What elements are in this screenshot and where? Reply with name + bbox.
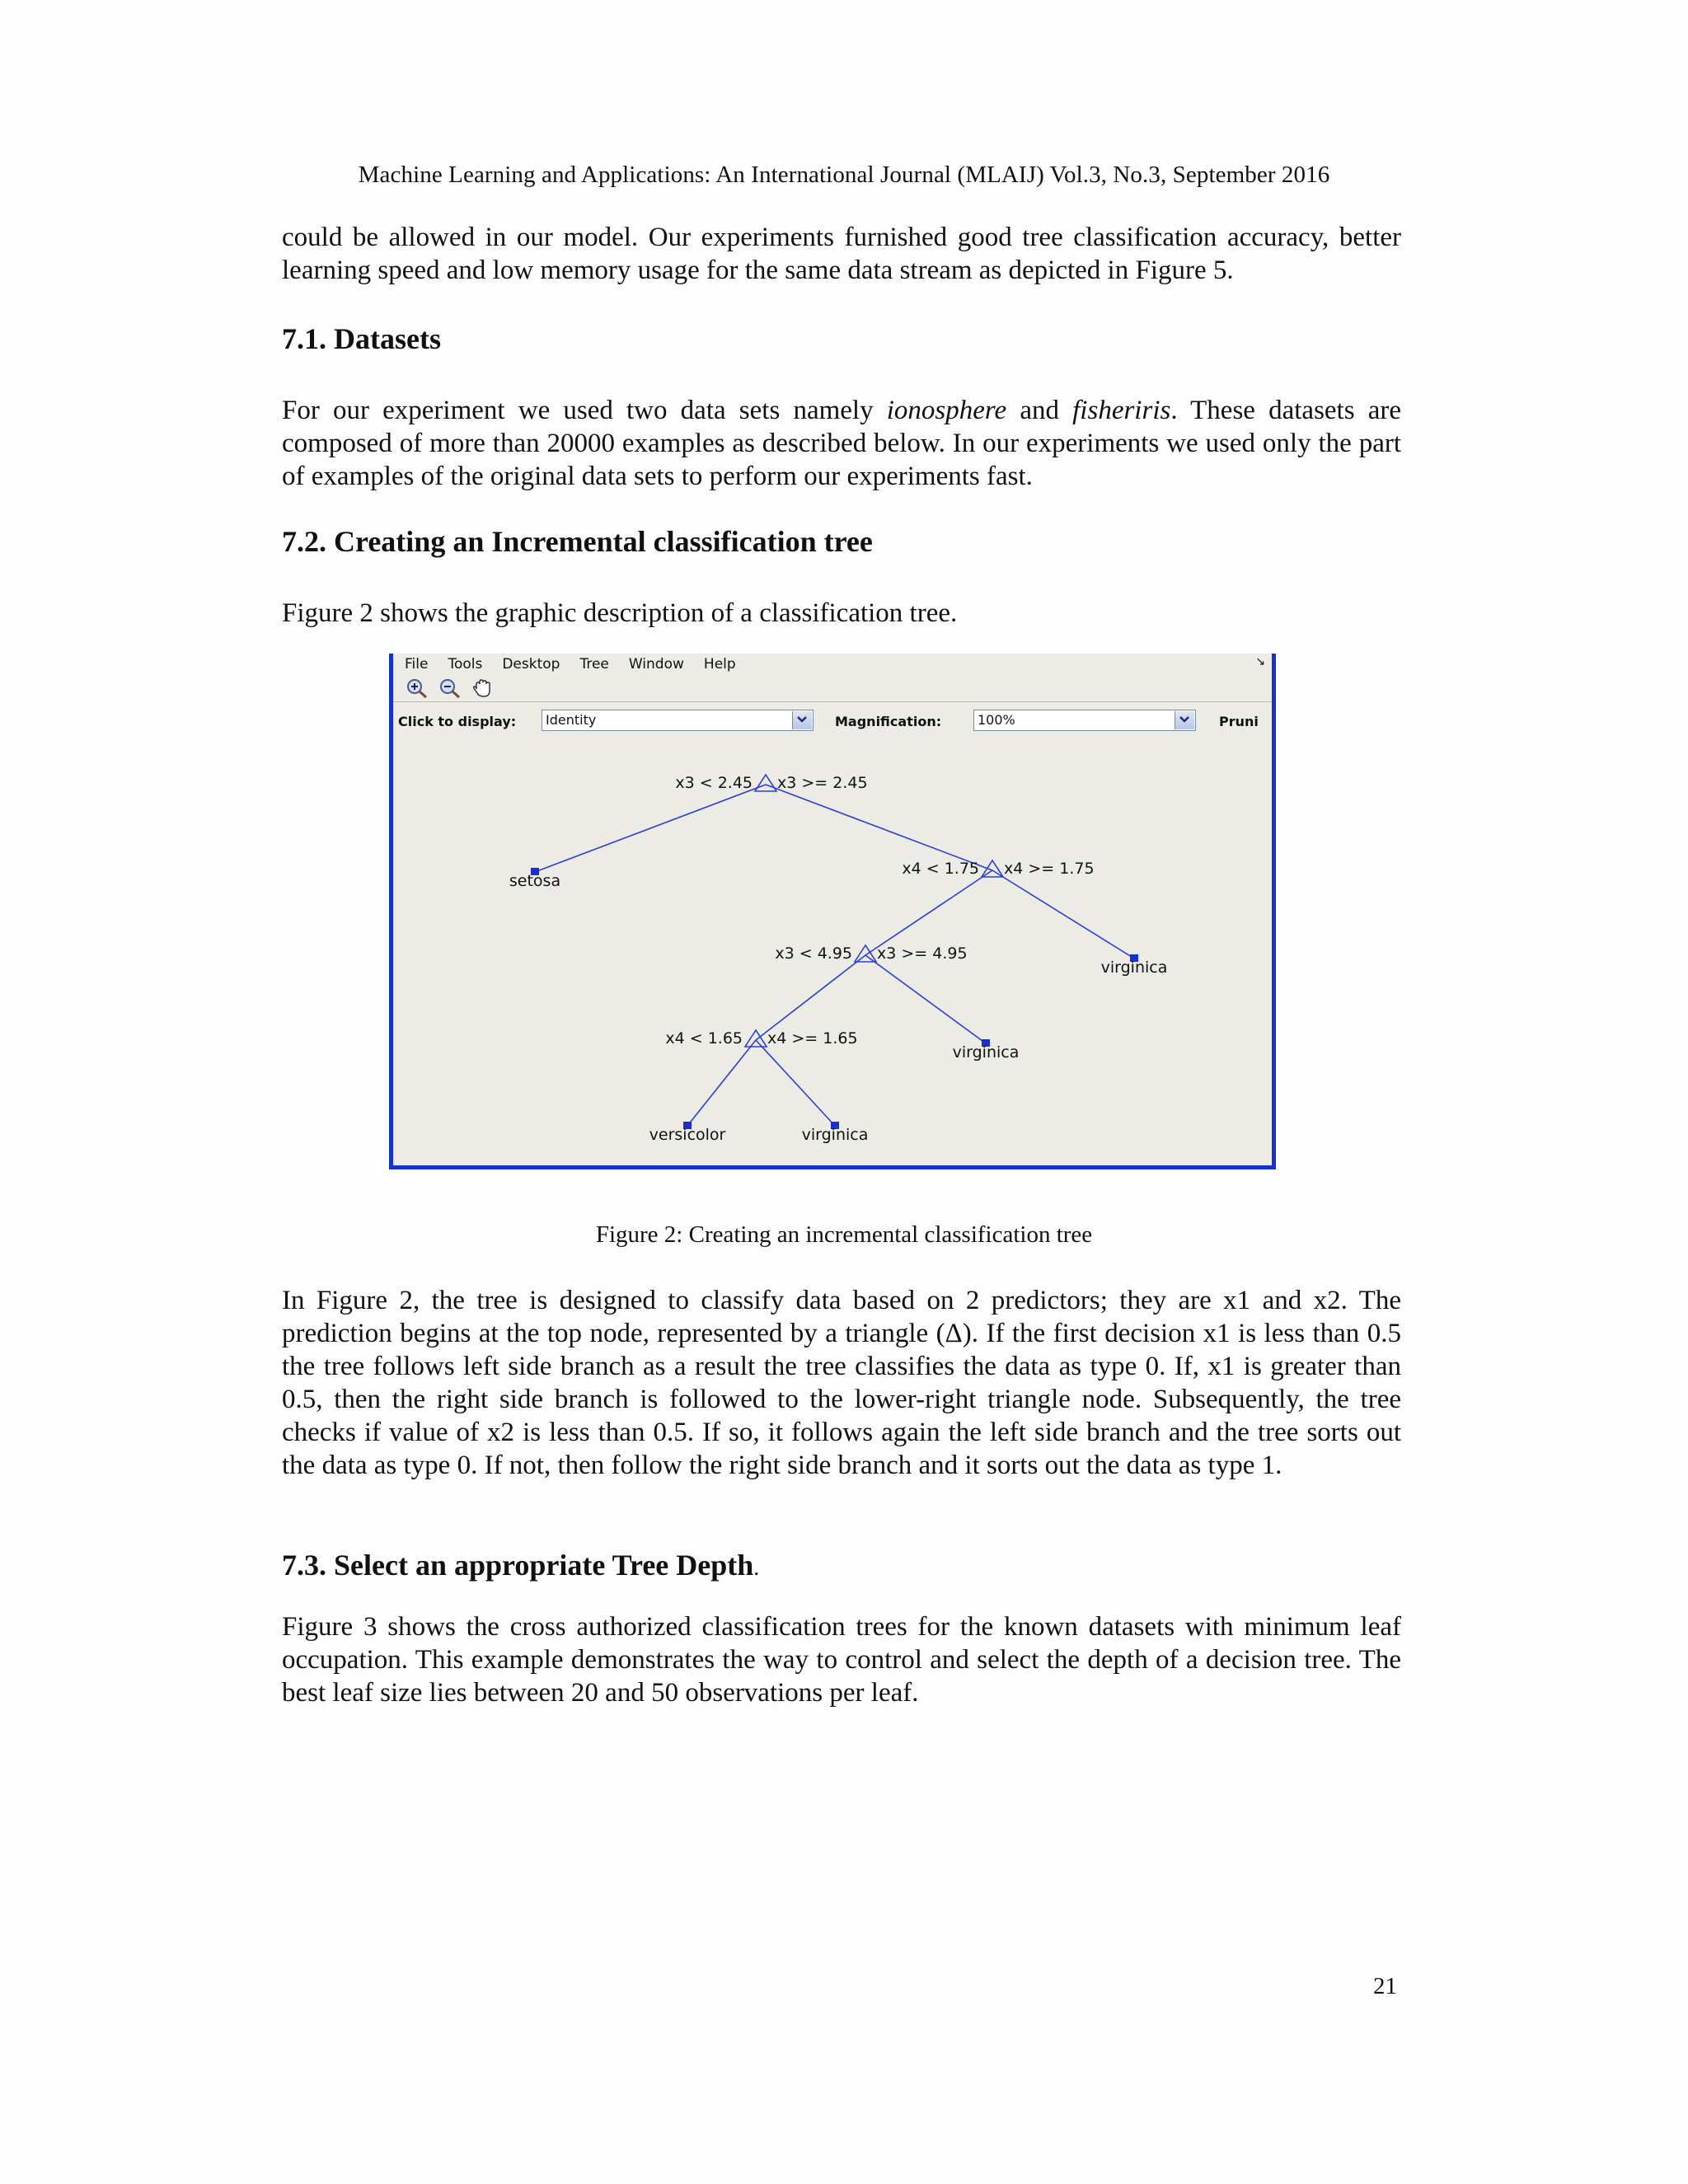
menubar bbox=[393, 654, 1272, 675]
tree-edge bbox=[535, 785, 766, 872]
menu-desktop[interactable]: Desktop bbox=[502, 656, 560, 673]
split-left-label: x3 < 4.95 bbox=[775, 944, 852, 963]
tree-depth-paragraph: Figure 3 shows the cross authorized classification trees for the known datasets with minimum leaf occupation. This example demonstrates the way to control and select the depth of a decision tree. The best leaf size lies between 20 and 50 observations per leaf. bbox=[282, 1612, 1401, 1708]
leaf-class-label: setosa bbox=[509, 872, 561, 890]
display-select[interactable] bbox=[542, 710, 814, 731]
split-left-label: x4 < 1.65 bbox=[665, 1029, 743, 1047]
classification-tree-diagram bbox=[393, 740, 1272, 1165]
tree-edge bbox=[766, 785, 992, 870]
figure-intro-paragraph: Figure 2 shows the graphic description of a classification tree. bbox=[282, 598, 958, 628]
split-right-label: x4 >= 1.75 bbox=[1004, 860, 1095, 878]
pruning-label: Pruni bbox=[1219, 714, 1259, 729]
magnification-label: Magnification: bbox=[835, 714, 942, 729]
tree-edge bbox=[865, 955, 986, 1043]
tree-edge bbox=[756, 1040, 835, 1126]
split-right-label: x3 >= 4.95 bbox=[877, 944, 968, 963]
running-head: Machine Learning and Applications: An International Journal (MLAIJ) Vol.3, No.3, September 2016 bbox=[358, 162, 1330, 188]
toolbar bbox=[393, 675, 1272, 701]
zoom-in-icon[interactable] bbox=[405, 677, 429, 699]
dataset-fisheriris: fisheriris bbox=[1072, 396, 1171, 425]
split-left-label: x3 < 2.45 bbox=[675, 774, 753, 792]
tree-edge bbox=[687, 1040, 756, 1126]
menu-tree[interactable]: Tree bbox=[579, 656, 609, 673]
section-7-3-heading bbox=[282, 1548, 759, 1582]
chevron-down-icon[interactable] bbox=[792, 711, 812, 729]
menu-help[interactable]: Help bbox=[703, 656, 736, 673]
figure-caption: Figure 2: Creating an incremental classification tree bbox=[595, 1221, 1093, 1248]
menu-file[interactable]: File bbox=[405, 656, 429, 673]
tree-edge bbox=[865, 870, 992, 955]
controlbar bbox=[393, 701, 1272, 741]
split-left-label: x4 < 1.75 bbox=[902, 860, 979, 878]
leaf-class-label: versicolor bbox=[649, 1126, 726, 1144]
magnification-select-value: 100% bbox=[978, 712, 1015, 728]
chevron-down-icon[interactable] bbox=[1175, 711, 1194, 729]
menu-tools[interactable]: Tools bbox=[448, 656, 483, 673]
split-node-triangle-icon[interactable] bbox=[755, 775, 776, 791]
intro-paragraph: could be allowed in our model. Our experiments furnished good tree classification accuracy, better learning speed and low memory usage for the same data stream as depicted in Figure 5. bbox=[282, 223, 1401, 285]
section-7-1-heading: 7.1. Datasets bbox=[282, 322, 441, 355]
dataset-ionosphere: ionosphere bbox=[886, 396, 1007, 425]
zoom-out-icon[interactable] bbox=[438, 677, 462, 699]
split-right-label: x4 >= 1.65 bbox=[767, 1029, 858, 1047]
tree-edge bbox=[756, 955, 865, 1040]
section-7-3-heading-trail: . bbox=[753, 1555, 760, 1581]
split-right-label: x3 >= 2.45 bbox=[777, 774, 868, 792]
leaf-class-label: virginica bbox=[952, 1043, 1020, 1062]
leaf-class-label: virginica bbox=[801, 1126, 869, 1144]
pan-hand-icon[interactable] bbox=[471, 677, 495, 699]
dock-arrow-icon[interactable]: ↘ bbox=[1255, 655, 1265, 668]
leaf-class-label: virginica bbox=[1100, 958, 1168, 977]
section-7-2-heading: 7.2. Creating an Incremental classification tree bbox=[282, 525, 873, 558]
section-7-3-heading-text: 7.3. Select an appropriate Tree Depth bbox=[282, 1549, 754, 1582]
display-select-value: Identity bbox=[546, 712, 597, 728]
explanation-paragraph: In Figure 2, the tree is designed to classify data based on 2 predictors; they are x1 and x2. The prediction begins at the top node, represented by a triangle (Δ). If the first decision x1 is less than 0.5 the tree follows left side branch as a result the tree classifies the data as type 0. If, x1 is greater than 0.5, then the right side branch is followed to the lower-right triangle node. Subsequently, the tree checks if value of x2 is less than 0.5. If so, it follows again the left side branch and the tree sorts out the data as type 0. If not, then follow the right side branch and it sorts out the data as type 1. bbox=[282, 1286, 1401, 1480]
tree-canvas bbox=[393, 740, 1272, 1165]
split-node-triangle-icon[interactable] bbox=[855, 945, 876, 962]
split-node-triangle-icon[interactable] bbox=[745, 1030, 767, 1047]
tree-viewer-window bbox=[389, 654, 1276, 1169]
datasets-text-a: For our experiment we used two data sets namely bbox=[282, 396, 887, 425]
datasets-paragraph bbox=[282, 394, 1401, 493]
datasets-text-c: . These datasets are composed of more than 20000 examples as described below. In our experiments we used only the part of examples of the original data sets to perform our experiments fast. bbox=[282, 396, 1402, 491]
magnification-select[interactable] bbox=[973, 710, 1196, 731]
menu-window[interactable]: Window bbox=[628, 656, 684, 673]
datasets-text-b: and bbox=[1006, 396, 1073, 425]
tree-edge bbox=[992, 870, 1134, 958]
display-label: Click to display: bbox=[398, 714, 517, 729]
page-number: 21 bbox=[1373, 1973, 1397, 1999]
